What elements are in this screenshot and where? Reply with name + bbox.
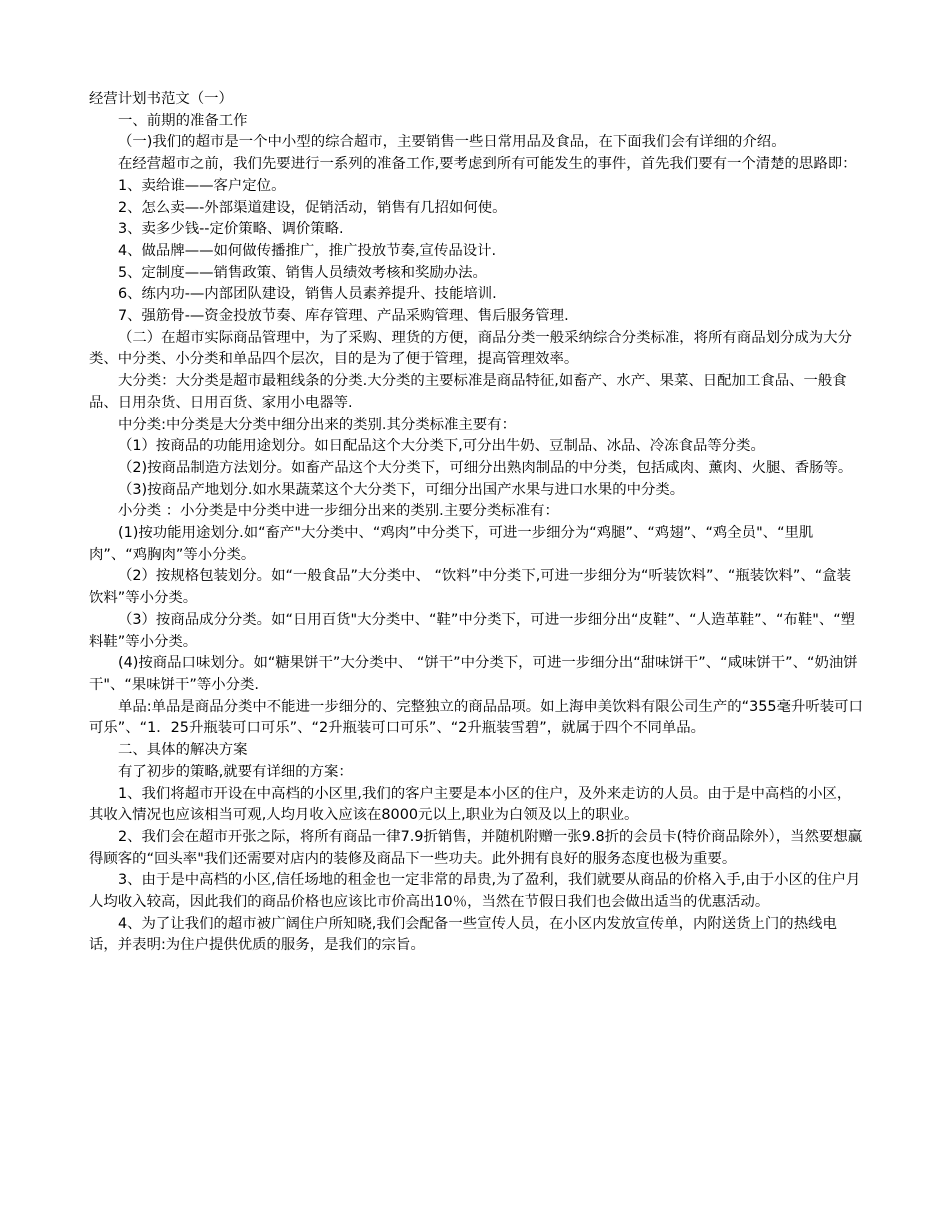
list-item: 3、卖多少钱--定价策略、调价策略. bbox=[118, 221, 344, 238]
paragraph: 中分类:中分类是大分类中细分出来的类别.其分类标准主要有： bbox=[118, 416, 516, 433]
list-item: （1）按商品的功能用途划分。如日配品这个大分类下,可分出牛奶、豆制品、冰品、冷冻食品等分类。 bbox=[118, 438, 765, 455]
paragraph: 小分类 ：小分类是中分类中进一步细分出来的类别.主要分类标准有： bbox=[118, 503, 559, 520]
document-title: 经营计划书范文（一） bbox=[89, 91, 233, 107]
list-item: (1)按功能用途划分.如“畜产"大分类中、“鸡肉”中分类下，可进一步细分为“鸡腿”、“鸡翅”、“鸡全员"、“里肌肉”、“鸡胸肉”等小分类。 bbox=[89, 525, 814, 563]
list-item: （3)按商品产地划分.如水果蔬菜这个大分类下，可细分出国产水果与进口水果的中分类。 bbox=[118, 481, 685, 498]
section-heading: 一、前期的准备工作 bbox=[118, 112, 248, 129]
paragraph: （二）在超市实际商品管理中，为了采购、理货的方便，商品分类一般采纳综合分类标准，将所有商品划分成为大分类、中分类、小分类和单品四个层次，目的是为了便于管理，提高管理效率。 bbox=[89, 329, 852, 368]
list-item: 5、定制度——销售政策、销售人员绩效考核和奖励办法。 bbox=[118, 264, 487, 281]
list-item: 1、我们将超市开设在中高档的小区里,我们的客户主要是本小区的住户，及外来走访的人员。由于是中高档的小区，其收入情况也应该相当可观,人均月收入应该在8000元以上,职业为白领及以上的职业。 bbox=[89, 785, 852, 824]
list-item: 6、练内功-—内部团队建设，销售人员素养提升、技能培训. bbox=[118, 286, 497, 303]
list-item: （2）按规格包装划分。如“一般食品”大分类中、 “饮料”中分类下,可进一步细分为“听装饮料”、“瓶装饮料”、“盒装饮料”等小分类。 bbox=[89, 568, 851, 607]
list-item: （2)按商品制造方法划分。如畜产品这个大分类下，可细分出熟肉制品的中分类，包括咸肉、薰肉、火腿、香肠等。 bbox=[118, 459, 853, 476]
list-item: 4、做品牌——如何做传播推广，推广投放节奏,宣传品设计. bbox=[118, 242, 497, 259]
paragraph: 大分类：大分类是超市最粗线条的分类.大分类的主要标准是商品特征,如畜产、水产、果菜、日配加工食品、一般食品、日用杂货、日用百货、家用小电器等. bbox=[89, 373, 847, 411]
section-heading: 二、具体的解决方案 bbox=[118, 742, 248, 759]
list-item: 2、我们会在超市开张之际，将所有商品一律7.9折销售，并随机附赠一张9.8折的会员卡(特价商品除外），当然要想赢得顾客的“回头率"我们还需要对店内的装修及商品下一些功夫。此外拥有良好的服务态度也极为重要。 bbox=[89, 828, 863, 867]
paragraph: 单品:单品是商品分类中不能进一步细分的、完整独立的商品品项。如上海申美饮料有限公司生产的“355毫升听装可口可乐”、“1．25升瓶装可口可乐”、“2升瓶装可口可乐”、“2升瓶装雪碧”，就属于四个不同单品。 bbox=[89, 698, 863, 737]
paragraph: （一)我们的超市是一个中小型的综合超市，主要销售一些日常用品及食品，在下面我们会有详细的介绍。 bbox=[118, 134, 786, 151]
list-item: 2、怎么卖—-外部渠道建设，促销活动，销售有几招如何使。 bbox=[118, 199, 507, 216]
list-item: 4、为了让我们的超市被广阔住户所知晓,我们会配备一些宣传人员，在小区内发放宣传单，内附送货上门的热线电话，并表明:为住户提供优质的服务，是我们的宗旨。 bbox=[89, 915, 837, 954]
document-body bbox=[89, 89, 864, 957]
list-item: (4)按商品口味划分。如“糖果饼干”大分类中、 “饼干”中分类下，可进一步细分出“甜味饼干”、“咸味饼干”、“奶油饼干"、“果味饼干”等小分类. bbox=[89, 655, 858, 693]
list-item: 1、卖给谁——客户定位。 bbox=[118, 177, 286, 194]
paragraph: 有了初步的策略,就要有详细的方案： bbox=[118, 763, 353, 780]
list-item: 3、由于是中高档的小区,信任场地的租金也一定非常的昂贵,为了盈利，我们就要从商品的价格入手,由于小区的住户月人均收入较高，因此我们的商品价格也应该比市价高出10％，当然在节假日我们也会做出适当的优惠活动。 bbox=[89, 872, 861, 911]
paragraph: 在经营超市之前，我们先要进行一系列的准备工作,要考虑到所有可能发生的事件，首先我们要有一个清楚的思路即： bbox=[118, 156, 857, 173]
list-item: 7、强筋骨-—资金投放节奏、库存管理、产品采购管理、售后服务管理. bbox=[118, 308, 569, 325]
list-item: （3）按商品成分分类。如“日用百货"大分类中、“鞋”中分类下，可进一步细分出“皮鞋”、“人造革鞋”、“布鞋"、“塑料鞋”等小分类。 bbox=[89, 611, 856, 650]
